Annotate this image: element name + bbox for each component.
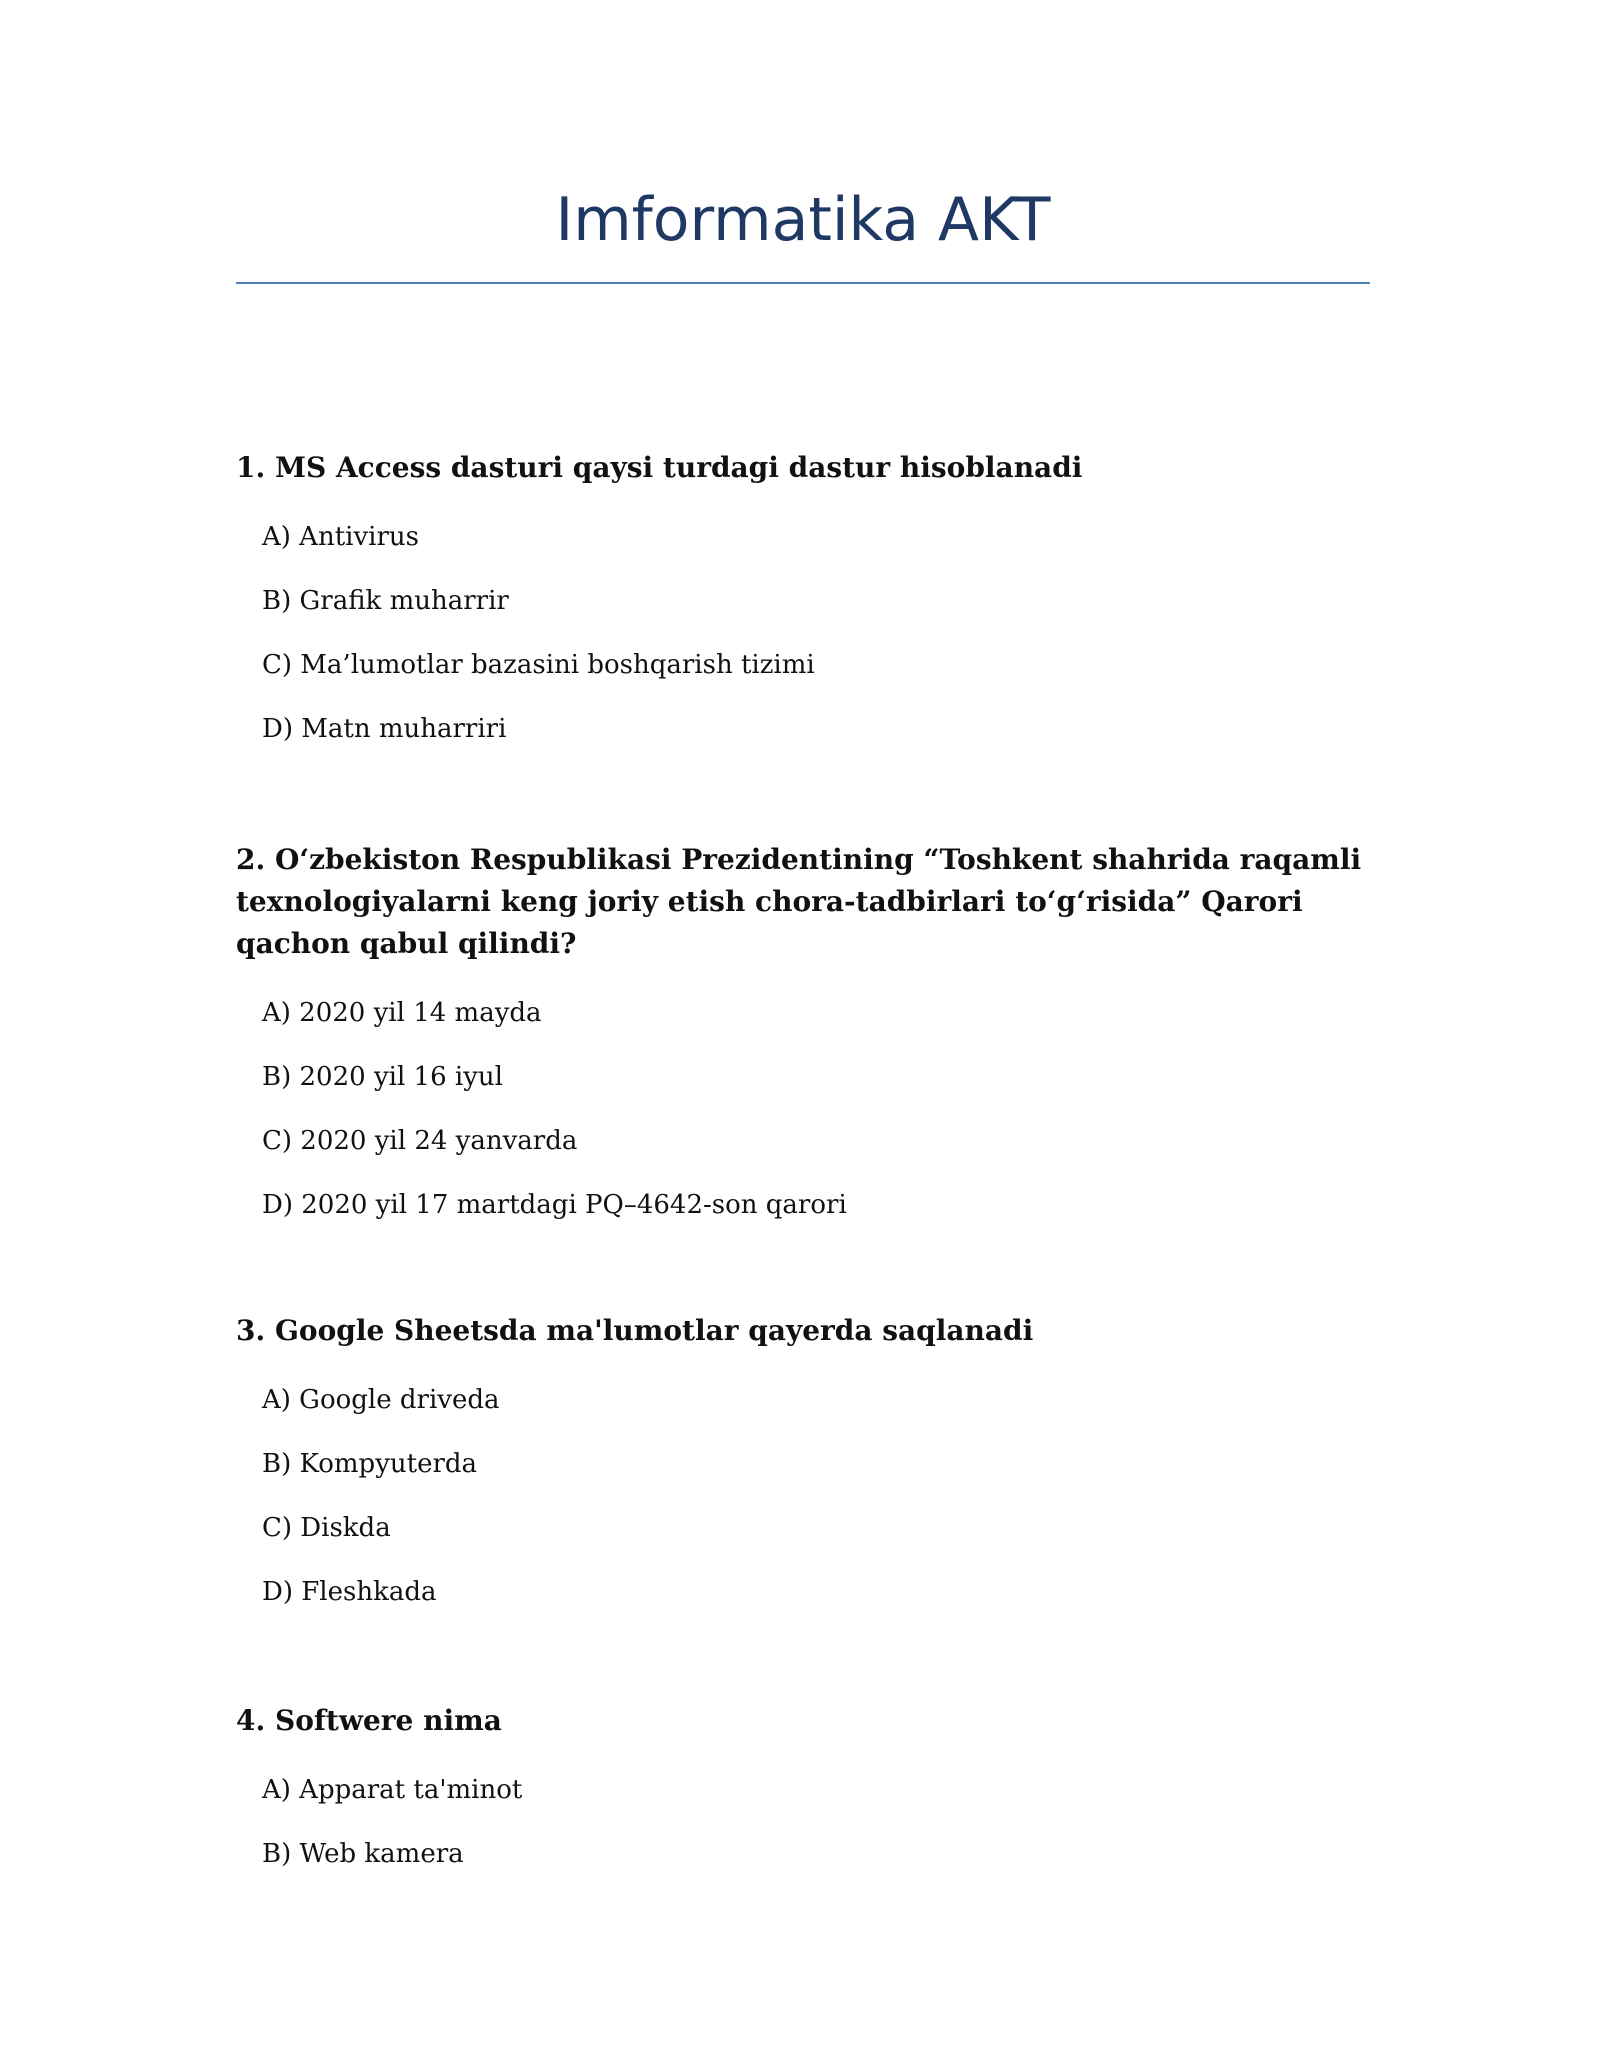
answer-option: C) 2020 yil 24 yanvarda xyxy=(262,1126,578,1156)
answer-option: D) 2020 yil 17 martdagi PQ–4642-son qarori xyxy=(262,1190,847,1220)
answer-options xyxy=(236,1384,1370,1608)
answer-option: B) Grafik muharrir xyxy=(262,586,509,616)
answer-option: B) 2020 yil 16 iyul xyxy=(262,1062,503,1092)
answer-option: C) Diskda xyxy=(262,1513,391,1543)
answer-option: B) Web kamera xyxy=(262,1839,464,1869)
answer-options xyxy=(236,1774,1370,1870)
answer-option: C) Ma’lumotlar bazasini boshqarish tizimi xyxy=(262,650,815,680)
question-1 xyxy=(236,447,1370,745)
answer-option: D) Fleshkada xyxy=(262,1577,437,1607)
question-text: 3. Google Sheetsda ma'lumotlar qayerda saqlanadi xyxy=(236,1314,1034,1347)
answer-option: B) Kompyuterda xyxy=(262,1449,478,1479)
question-text: 2. O‘zbekiston Respublikasi Prezidentining “Toshkent shahrida raqamli texnologiyalarni keng joriy etish chora-tadbirlari to‘g‘risida” Qarori qachon qabul qilindi? xyxy=(236,843,1362,960)
document-title: Imformatika AKT xyxy=(555,185,1051,255)
answer-option: A) 2020 yil 14 mayda xyxy=(262,998,542,1028)
answer-options xyxy=(236,997,1370,1221)
answer-option: A) Apparat ta'minot xyxy=(262,1775,523,1805)
answer-option: A) Antivirus xyxy=(262,522,419,552)
question-4 xyxy=(236,1700,1370,1870)
answer-options xyxy=(236,521,1370,745)
answer-option: A) Google driveda xyxy=(262,1385,500,1415)
answer-option: D) Matn muharriri xyxy=(262,714,507,744)
question-text: 1. MS Access dasturi qaysi turdagi dastur hisoblanadi xyxy=(236,451,1083,484)
title-underline xyxy=(236,282,1370,284)
question-3 xyxy=(236,1310,1370,1608)
question-2 xyxy=(236,839,1370,1221)
question-text: 4. Softwere nima xyxy=(236,1704,502,1737)
